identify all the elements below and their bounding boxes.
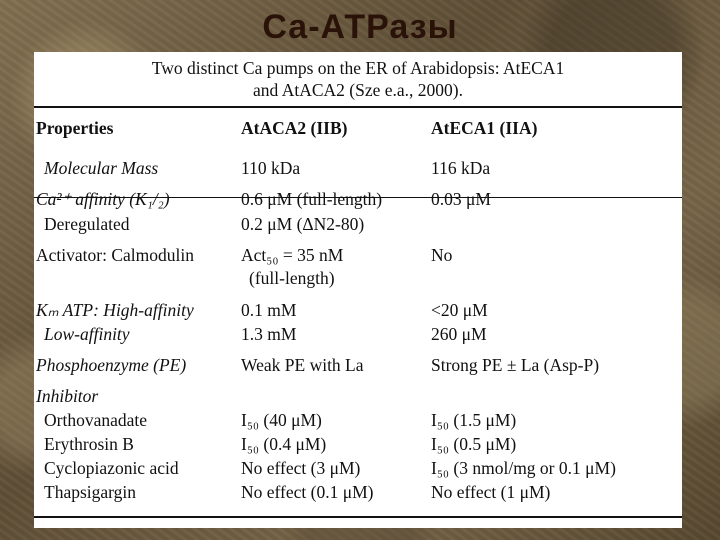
table-caption (34, 57, 682, 101)
ateca1-value: No effect (1 μM) (431, 482, 551, 502)
ataca2-value: 1.3 mM (241, 324, 297, 344)
ateca1-value: I₅₀ (1.5 μM) (431, 410, 517, 430)
ataca2-value: Weak PE with La (241, 355, 364, 375)
header-ataca2: AtACA2 (IIB) (241, 118, 348, 138)
ateca1-value: I₅₀ (0.5 μM) (431, 434, 517, 454)
header-properties: Properties (36, 118, 114, 138)
table-row (34, 458, 682, 480)
table-row (34, 410, 682, 432)
property-label: Thapsigargin (44, 482, 137, 502)
table-panel (34, 52, 682, 528)
property-label: Phosphoenzyme (PE) (36, 355, 187, 375)
property-label: Kₘ ATP: High-affinity (36, 300, 194, 320)
property-label: Activator: Calmodulin (36, 245, 194, 265)
table-row (34, 214, 682, 236)
ateca1-value: 116 kDa (431, 158, 491, 178)
ateca1-value: Strong PE ± La (Asp-P) (431, 355, 600, 375)
bottom-rule (34, 516, 682, 518)
ataca2-value: No effect (0.1 μM) (241, 482, 374, 502)
table-row (34, 482, 682, 504)
table-row (34, 158, 682, 180)
ataca2-value: No effect (3 μM) (241, 458, 361, 478)
top-rule (34, 106, 682, 108)
table-row (34, 434, 682, 456)
ataca2-value: 0.6 μM (full-length) (241, 189, 383, 209)
property-label: Deregulated (44, 214, 130, 234)
property-label: Molecular Mass (44, 158, 159, 178)
ateca1-value: No (431, 245, 453, 265)
ataca2-value: 110 kDa (241, 158, 301, 178)
table-row (34, 268, 682, 290)
ataca2-value: I₅₀ (0.4 μM) (241, 434, 327, 454)
ataca2-value: 0.2 μM (ΔN2-80) (241, 214, 365, 234)
ateca1-value: I₅₀ (3 nmol/mg or 0.1 μM) (431, 458, 616, 478)
ateca1-value: <20 μM (431, 300, 488, 320)
table-row (34, 355, 682, 377)
slide-title: Са-АТРазы (262, 8, 458, 46)
property-label: Inhibitor (36, 386, 99, 406)
caption-line-2: and AtACA2 (Sze e.a., 2000). (253, 80, 463, 100)
property-label: Erythrosin B (44, 434, 134, 454)
header-row (34, 118, 682, 140)
table-row (34, 189, 682, 211)
table-row (34, 386, 682, 408)
property-label: Cyclopiazonic acid (44, 458, 179, 478)
property-label: Low-affinity (44, 324, 130, 344)
ataca2-value: I₅₀ (40 μM) (241, 410, 322, 430)
ataca2-value: (full-length) (249, 268, 335, 288)
header-ateca1: AtECA1 (IIA) (431, 118, 538, 138)
ataca2-value: 0.1 mM (241, 300, 297, 320)
ateca1-value: 0.03 μM (431, 189, 491, 209)
table-row (34, 324, 682, 346)
table-row (34, 245, 682, 267)
property-label: Ca²⁺ affinity (K₁/₂) (36, 189, 170, 209)
table-row (34, 300, 682, 322)
property-label: Orthovanadate (44, 410, 148, 430)
ataca2-value: Act₅₀ = 35 nM (241, 245, 344, 265)
caption-line-1: Two distinct Ca pumps on the ER of Arabidopsis: AtECA1 (151, 58, 565, 78)
ateca1-value: 260 μM (431, 324, 487, 344)
